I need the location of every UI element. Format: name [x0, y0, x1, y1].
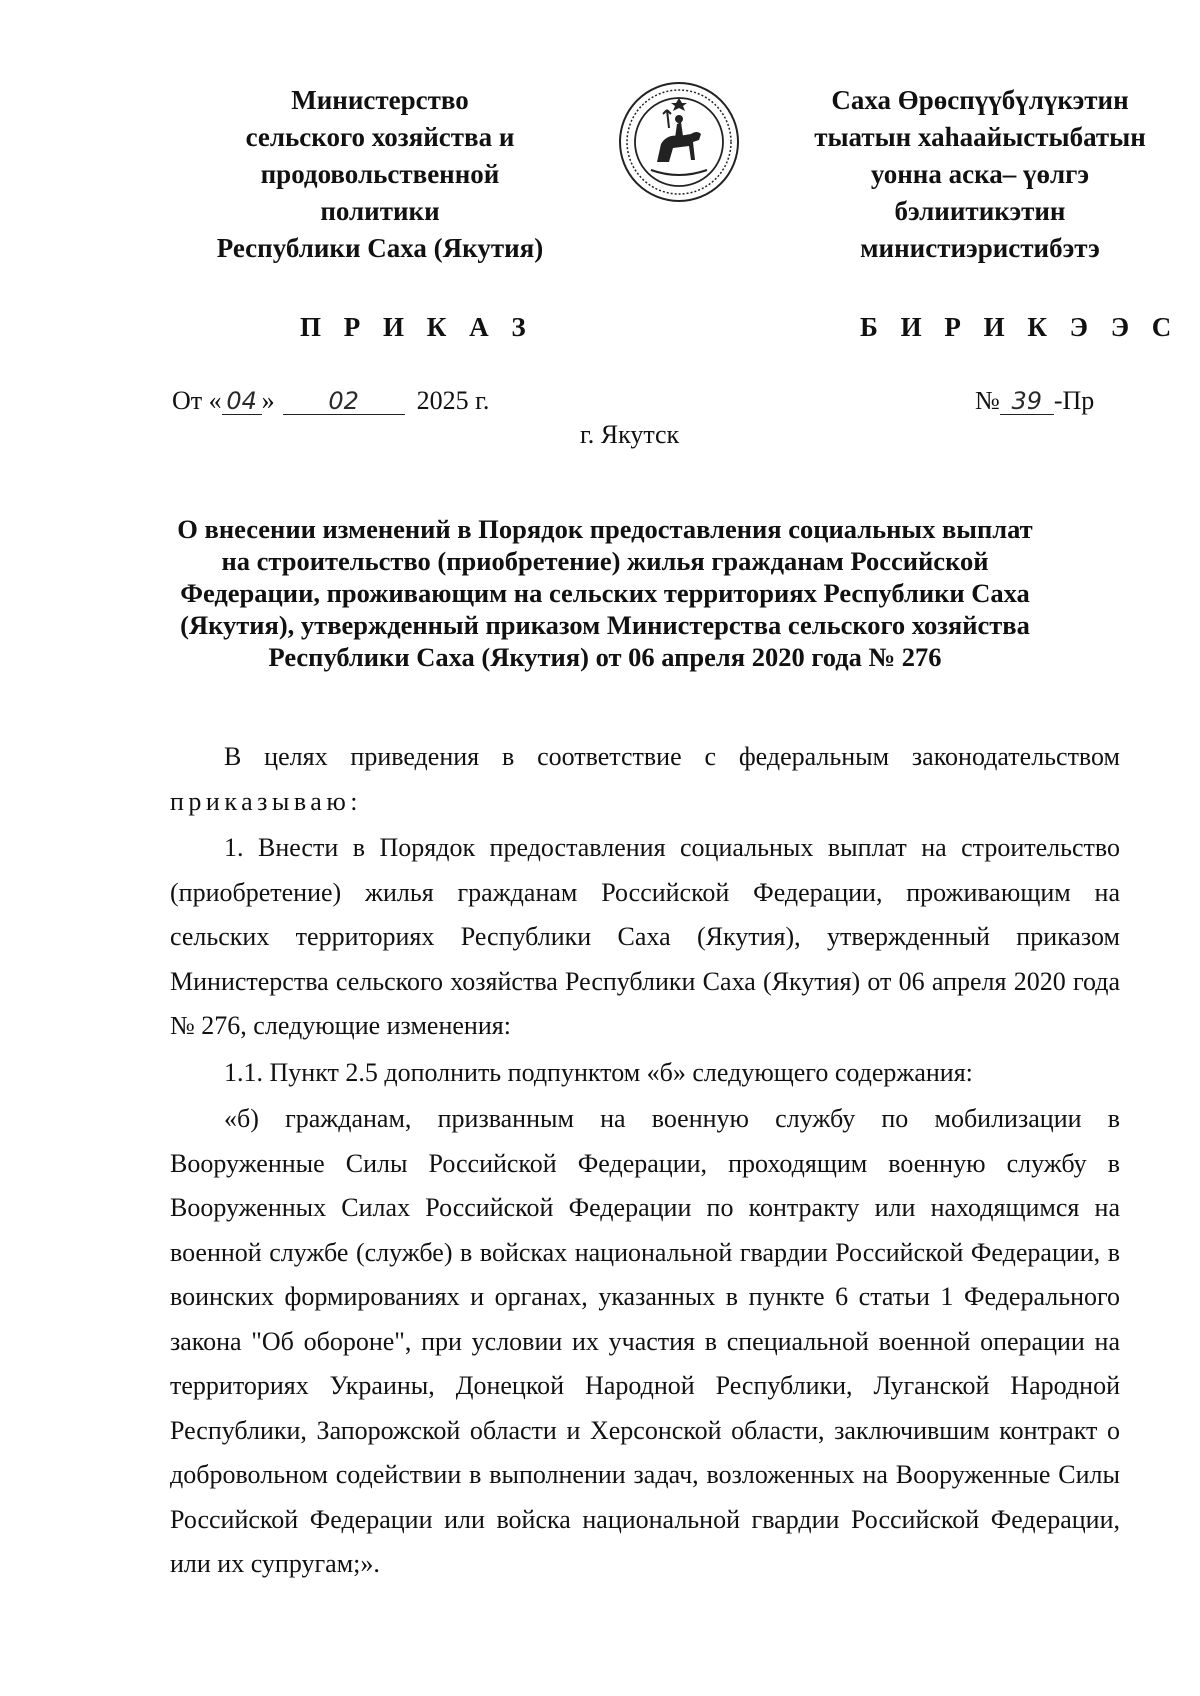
ministry-line: политики: [320, 196, 440, 226]
order-title-ru: П Р И К А З: [300, 312, 534, 342]
ministry-line: бэлиитикэтин: [894, 196, 1066, 226]
date-year: 2025 г.: [416, 386, 490, 415]
ministry-line: Саха Өрөспүүбүлүкэтин: [831, 85, 1129, 115]
subject-line: О внесении изменений в Порядок предоставления социальных выплат: [177, 514, 1033, 544]
ministry-line: Республики Саха (Якутия): [216, 233, 544, 263]
document-subject: [150, 513, 1060, 673]
subject-line: (Якутия), утвержденный приказом Министерства сельского хозяйства: [180, 610, 1030, 640]
coat-of-arms-icon: [617, 80, 741, 204]
city: г. Якутск: [580, 420, 680, 449]
ministry-name-ru: [180, 82, 580, 267]
item-1: 1. Внести в Порядок предоставления социальных выплат на строительство (приобретение) жилья гражданам Российской Федерации, проживающим на сельских территориях Республики Саха (Якутия), утвержденный приказом Министерства сельского хозяйства Республики Саха (Якутия) от 06 апреля 2020 года № 276, следующие изменения:: [170, 833, 1120, 1040]
ministry-line: сельского хозяйства и: [245, 122, 515, 152]
subject-line: Республики Саха (Якутия) от 06 апреля 2020 года № 276: [268, 642, 942, 672]
ministry-line: Министерство: [291, 85, 469, 115]
order-title-sah: Б И Р И К Э Э С: [860, 312, 1180, 342]
ministry-name-sah: [790, 82, 1170, 267]
preamble-paragraph: [170, 735, 1120, 824]
date-prefix: От «: [172, 386, 222, 415]
ministry-line: министиэристибэтэ: [860, 233, 1100, 263]
ministry-line: уонна аска– үөлгэ: [870, 159, 1090, 189]
date-mid: »: [261, 386, 275, 415]
number-value: 39: [1000, 388, 1054, 415]
subject-line: Федерации, проживающим на сельских территориях Республики Саха: [180, 578, 1030, 608]
item-1-1: 1.1. Пункт 2.5 дополнить подпунктом «б» следующего содержания:: [224, 1058, 973, 1087]
order-date: [172, 386, 489, 416]
order-word: приказываю:: [170, 786, 362, 816]
order-number: [975, 386, 1094, 416]
quoted-amendment: «б) гражданам, призванным на военную службу по мобилизации в Вооруженные Силы Российской Федерации, проходящим военную службу в Вооруженных Силах Российской Федерации по контракту или находящимся на военной службе (службе) в войсках национальной гвардии Российской Федерации, в воинских формированиях и органах, указанных в пункте 6 статьи 1 Федерального закона "Об обороне", при условии их участия в специальной военной операции на территориях Украины, Донецкой Народной Республики, Луганской Народной Республики, Запорожской области и Херсонской области, заключившим контракт о добровольном содействии в выполнении задач, возложенных на Вооруженные Силы Российской Федерации или войска национальной гвардии Российской Федерации, или их супругам;».: [170, 1104, 1120, 1578]
subject-line: на строительство (приобретение) жилья гражданам Российской: [221, 546, 989, 576]
ministry-line: продовольственной: [260, 159, 500, 189]
preamble-text: В целях приведения в соответствие с федеральным законодательством: [224, 742, 1120, 771]
number-prefix: №: [975, 386, 1000, 415]
ministry-line: тыатын хаһаайыстыбатын: [814, 122, 1146, 152]
date-month: 02: [283, 388, 405, 415]
date-day: 04: [222, 388, 262, 415]
number-suffix: -Пр: [1053, 386, 1095, 415]
